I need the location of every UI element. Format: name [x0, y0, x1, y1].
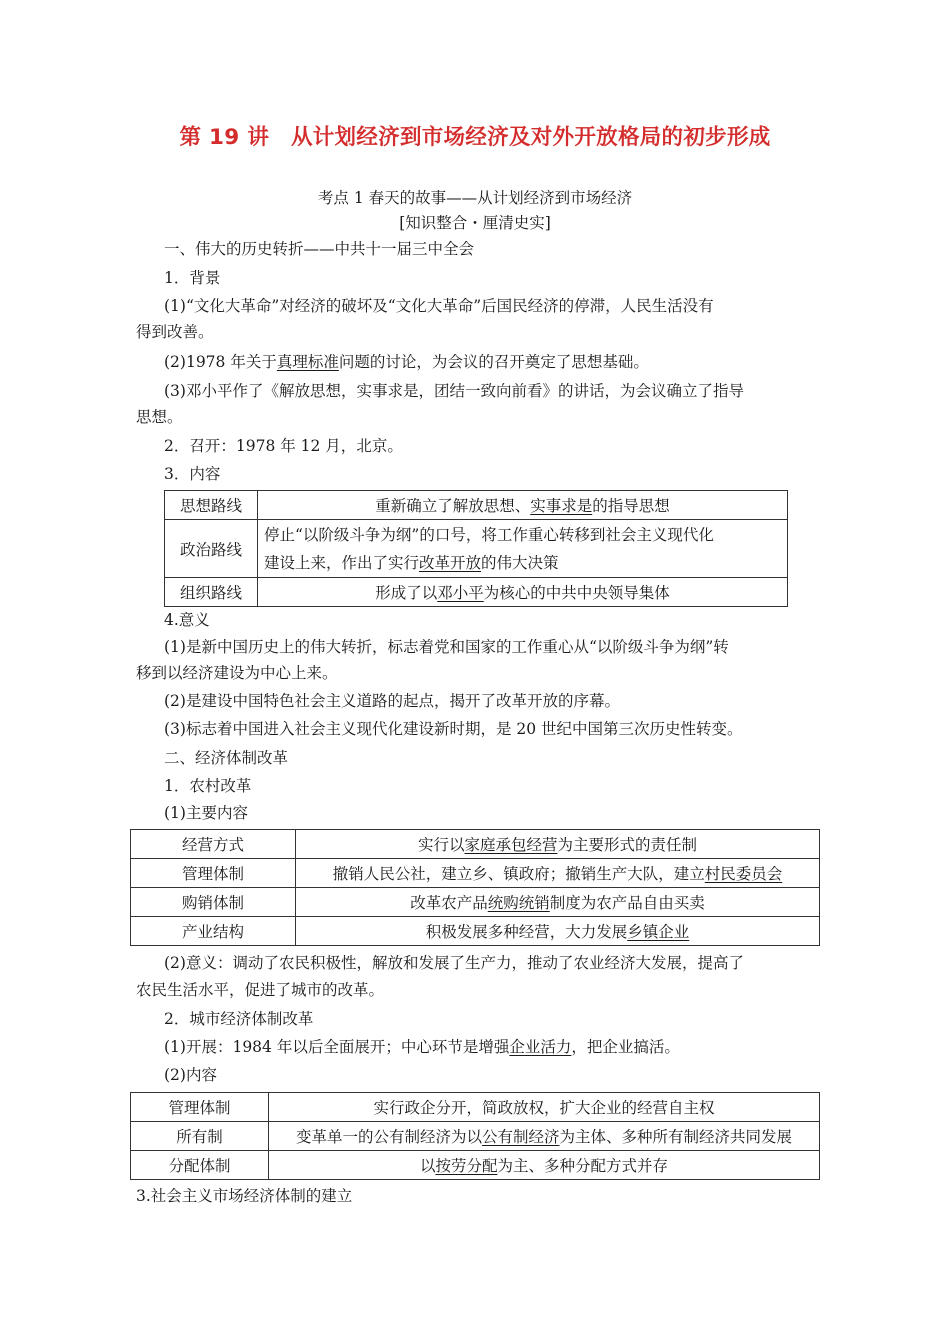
table-row [131, 1151, 820, 1180]
market-economy-label: 3.社会主义市场经济体制的建立 [136, 1187, 353, 1205]
rural-reform-table [130, 829, 820, 946]
background-1-line-2: 得到改善。 [136, 323, 214, 341]
page-title: 第 19 讲 从计划经济到市场经济及对外开放格局的初步形成 [179, 125, 771, 150]
table-value: 实行政企分开，简政放权，扩大企业的经营自主权 [269, 1093, 820, 1122]
table-key: 分配体制 [131, 1151, 269, 1180]
section-tag: [知识整合・厘清史实] [399, 214, 551, 232]
table-value: 形成了以邓小平为核心的中共中央领导集体 [258, 578, 788, 607]
table-value: 实行以家庭承包经营为主要形式的责任制 [296, 830, 820, 859]
rural-main-content-label: (1)主要内容 [164, 804, 248, 822]
urban-reform-label: 2．城市经济体制改革 [164, 1010, 314, 1028]
table-key: 思想路线 [165, 491, 258, 520]
significance-1-line-1: (1)是新中国历史上的伟大转折，标志着党和国家的工作重心从“以阶级斗争为纲”转 [164, 638, 729, 656]
table-key: 政治路线 [165, 520, 258, 578]
table-row [131, 859, 820, 888]
table-value: 重新确立了解放思想、实事求是的指导思想 [258, 491, 788, 520]
significance-3: (3)标志着中国进入社会主义现代化建设新时期，是 20 世纪中国第三次历史性转变。 [164, 720, 743, 738]
heading-2: 二、经济体制改革 [164, 749, 289, 767]
background-1-line-1: (1)“文化大革命”对经济的破坏及“文化大革命”后国民经济的停滞，人民生活没有 [164, 297, 714, 315]
table-row [131, 1093, 820, 1122]
table-value: 以按劳分配为主、多种分配方式并存 [269, 1151, 820, 1180]
table-row [131, 1122, 820, 1151]
table-row [165, 578, 788, 607]
table-value: 变革单一的公有制经济为以公有制经济为主体、多种所有制经济共同发展 [269, 1122, 820, 1151]
table-key: 管理体制 [131, 859, 296, 888]
rural-significance-line-2: 农民生活水平，促进了城市的改革。 [136, 981, 385, 999]
table-value: 撤销人民公社，建立乡、镇政府；撤销生产大队，建立村民委员会 [296, 859, 820, 888]
significance-label: 4.意义 [164, 611, 210, 629]
background-3-line-2: 思想。 [136, 408, 183, 426]
table-key: 所有制 [131, 1122, 269, 1151]
table-row [131, 917, 820, 946]
table-value: 改革农产品统购统销制度为农产品自由买卖 [296, 888, 820, 917]
content-label: 3．内容 [164, 465, 221, 483]
significance-2: (2)是建设中国特色社会主义道路的起点，揭开了改革开放的序幕。 [164, 692, 620, 710]
table-key: 组织路线 [165, 578, 258, 607]
urban-reform-table [130, 1092, 820, 1180]
background-label: 1．背景 [164, 269, 221, 287]
heading-1: 一、伟大的历史转折——中共十一届三中全会 [164, 240, 475, 258]
subtitle: 考点 1 春天的故事——从计划经济到市场经济 [317, 189, 633, 207]
plenary-content-table [164, 490, 788, 607]
table-row [165, 491, 788, 520]
significance-1-line-2: 移到以经济建设为中心上来。 [136, 664, 338, 682]
convening-info: 2．召开：1978 年 12 月，北京。 [164, 437, 403, 455]
table-value: 停止“以阶级斗争为纲”的口号，将工作重心转移到社会主义现代化 建设上来，作出了实行改革开放的伟大决策 [258, 520, 788, 578]
table-value: 积极发展多种经营，大力发展乡镇企业 [296, 917, 820, 946]
table-key: 购销体制 [131, 888, 296, 917]
urban-content-label: (2)内容 [164, 1066, 217, 1084]
table-key: 经营方式 [131, 830, 296, 859]
table-row [131, 830, 820, 859]
background-2: (2)1978 年关于真理标准问题的讨论，为会议的召开奠定了思想基础。 [164, 353, 649, 371]
table-row [165, 520, 788, 578]
table-key: 管理体制 [131, 1093, 269, 1122]
background-3-line-1: (3)邓小平作了《解放思想，实事求是，团结一致向前看》的讲话，为会议确立了指导 [164, 382, 744, 400]
rural-reform-label: 1．农村改革 [164, 777, 252, 795]
rural-significance-line-1: (2)意义：调动了农民积极性，解放和发展了生产力，推动了农业经济大发展，提高了 [164, 954, 744, 972]
urban-development: (1)开展：1984 年以后全面展开；中心环节是增强企业活力，把企业搞活。 [164, 1038, 680, 1056]
table-key: 产业结构 [131, 917, 296, 946]
table-row [131, 888, 820, 917]
